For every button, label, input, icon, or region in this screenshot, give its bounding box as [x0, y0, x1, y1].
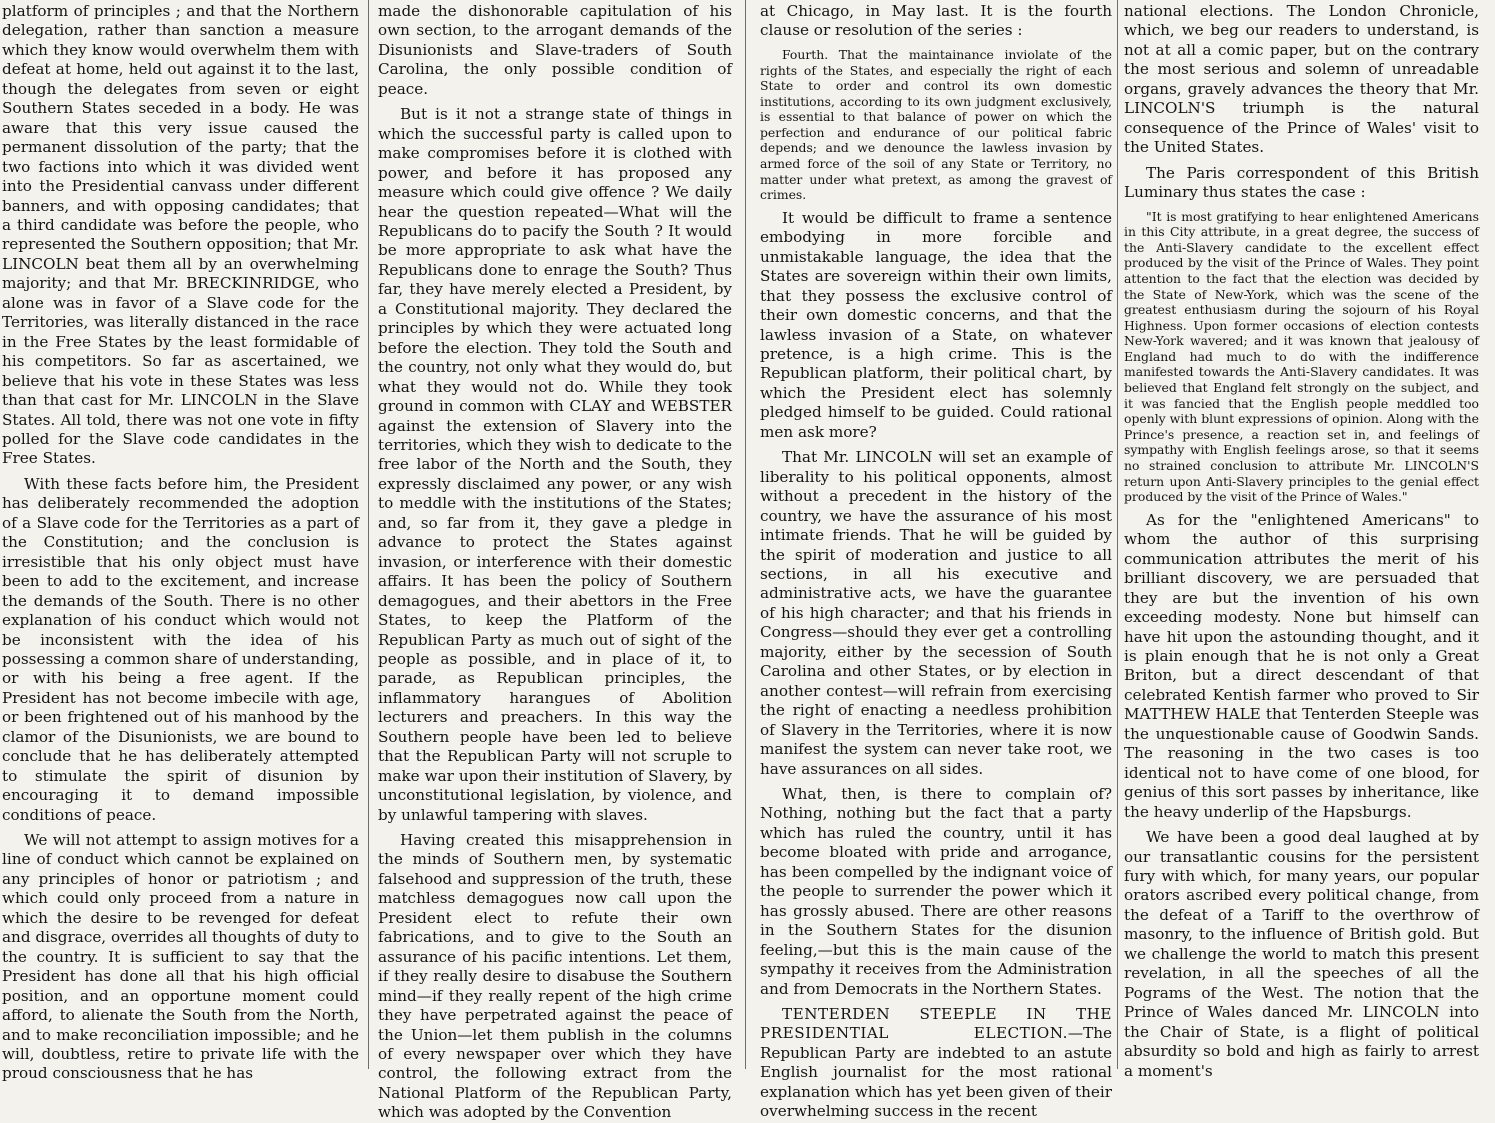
paragraph: But is it not a strange state of things in which the successful party is called upon to make compromises before it is clothed with power, and before it has proposed any measure which could give offence ? We daily hear the question repeated—What will the Republicans do to pacify the South ? It would be more appropriate to ask what have the Republicans done to enrage the South? Thus far, they have merely elected a President, by a Constitutional majority. They declared the principles by which they were actuated long before the election. They told the South and the country, not only what they would do, but what they would not do. While they took ground in common with CLAY and WEBSTER against the extension of Slavery into the territories, which they wish to dedicate to the free labor of the North and the South, they expressly disclaimed any power, or any wish to meddle with the institutions of the States; and, so far from it, they gave a pledge in advance to protect the States against invasion, or interference with their domestic affairs. It has been the policy of Southern demagogues, and their abettors in the Free States, to keep the Platform of the Republican Party as much out of sight of the people as possible, and in place of it, to parade, as Republican principles, the inflammatory harangues of Abolition lecturers and preachers. In this way the Southern people have been led to believe that the Republican Party will not scruple to make war upon their institution of Slavery, by unconstitutional legislation, by violence, and by unlawful tampering with slaves.	[378, 105, 732, 824]
paragraph: That Mr. LINCOLN will set an example of liberality to his political opponents, almost without a precedent in the history of the country, we have the assurance of his most intimate friends. That he will be guided by the spirit of moderation and justice to all sections, in all his executive and administrative acts, we have the guarantee of his high character; and that his friends in Congress—should they ever get a controlling majority, either by the secession of South Carolina and other States, or by election in another contest—will refrain from exercising the right of enacting a needless prohibition of Slavery in the Territories, where it is now manifest the system can never take root, we have assurances on all sides.	[760, 448, 1112, 778]
platform-quote: Fourth. That the maintainance inviolate of the rights of the States, and especially the right of each State to order and control its own domestic institutions, according to its own judgment exclusively, is essential to that balance of power on which the perfection and endurance of our political fabric depends; and we denounce the lawless invasion by armed force of the soil of any State or Territory, no matter under what pretext, as among the gravest of crimes.	[760, 46, 1112, 203]
paragraph: We have been a good deal laughed at by our transatlantic cousins for the persistent fury with which, for many years, our popular orators ascribed every political change, from the defeat of a Tariff to the overthrow of masonry, to the influence of British gold. But we challenge the world to match this present revelation, in all the speeches of all the Pograms of the West. The notion that the Prince of Wales danced Mr. LINCOLN into the Chair of State, is a flight of political absurdity so bold and high as fairly to arrest a moment's	[1124, 828, 1479, 1080]
paragraph: What, then, is there to complain of? Nothing, nothing but the fact that a party which has ruled the country, until it has become bloated with pride and arrogance, has been compelled by the indignant voice of the people to surrender the power which it has grossly abused. There are other reasons in the Southern States for the disunion feeling,—but this is the main cause of the sympathy it receives from the Administration and from Democrats in the Northern States.	[760, 784, 1112, 998]
column-rule	[368, 0, 369, 1069]
column-4	[1124, 2, 1479, 1080]
column-1	[2, 2, 359, 1083]
paragraph: at Chicago, in May last. It is the fourth clause or resolution of the series :	[760, 2, 1112, 40]
paragraph: As for the "enlightened Americans" to whom the author of this surprising communication attributes the merit of his brilliant discovery, we are persuaded that they are but the invention of his own exceeding modesty. None but himself can have hit upon the astounding thought, and it is plain enough that he is not only a Great Briton, but a direct descendant of that celebrated Kentish farmer who proved to Sir MATTHEW HALE that Tenterden Steeple was the unquestionable cause of Goodwin Sands. The reasoning in the two cases is too identical not to have come of one blood, for genius of this sort passes by inheritance, like the heavy underlip of the Hapsburgs.	[1124, 510, 1479, 821]
column-rule	[1117, 0, 1118, 1069]
paragraph: With these facts before him, the President has deliberately recommended the adoption of a Slave code for the Territories as a part of the Constitution; and the conclusion is irresistible that his only object must have been to add to the excitement, and increase the demands of the South. There is no other explanation of his conduct which would not be inconsistent with the idea of his possessing a common share of understanding, or with his being a free agent. If the President has not become imbecile with age, or been frightened out of his manhood by the clamor of the Disunionists, we are bound to conclude that he has deliberately attempted to stimulate the spirit of disunion by encouraging it to demand impossible conditions of peace.	[2, 474, 359, 824]
paragraph: national elections. The London Chronicle, which, we beg our readers to understand, is not at all a comic paper, but on the contrary the most serious and solemn of unreadable organs, gravely advances the theory that Mr. LINCOLN'S triumph is the natural consequence of the Prince of Wales' visit to the United States.	[1124, 2, 1479, 157]
article-heading: TENTERDEN STEEPLE IN THE PRESIDENTIAL ELECTION.	[760, 1004, 1112, 1043]
paragraph: made the dishonorable capitulation of his own section, to the arrogant demands of the Disunionists and Slave-traders of South Carolina, the only possible condition of peace.	[378, 2, 732, 98]
column-2	[378, 2, 732, 1122]
column-rule	[745, 0, 746, 1069]
article-text: —The Republican Party are indebted to an astute English journalist for the most rational explanation which has yet been given of their overwhelming success in the recent	[760, 1024, 1112, 1121]
paragraph: platform of principles ; and that the Northern delegation, rather than sanction a measure which they know would overwhelm them with defeat at home, held out against it to the last, though the delegates from seven or eight Southern States seceded in a body. He was aware that this very issue caused the permanent dissolution of the party; that the two factions into which it was divided went into the Presidential canvass under different banners, and with opposing candidates; that a third candidate was before the people, who represented the Southern opposition; that Mr. LINCOLN beat them all by an overwhelming majority; and that Mr. BRECKINRIDGE, who alone was in favor of a Slave code for the Territories, was literally distanced in the race in the Free States by the least formidable of his competitors. So far as ascertained, we believe that his vote in these States was less than that cast for Mr. LINCOLN in the Slave States. All told, there was not one vote in fifty polled for the Slave code candidates in the Free States.	[2, 2, 359, 468]
correspondent-quote: "It is most gratifying to hear enlightened Americans in this City attribute, in a great degree, the success of the Anti-Slavery candidate to the excellent effect produced by the visit of the Prince of Wales. They point attention to the fact that the election was decided by the State of New-York, which was the scene of the greatest enthusiasm during the sojourn of his Royal Highness. Upon former occasions of election contests New-York wavered; and it was known that jealousy of England had much to do with the indifference manifested towards the Anti-Slavery candidates. It was believed that England felt strongly on the subject, and it was fancied that the English people meddled too openly with blunt expressions of opinion. Along with the Prince's presence, a reaction set in, and feelings of sympathy with English feelings arose, so that it seems no strained conclusion to attribute Mr. LINCOLN'S return upon Anti-Slavery principles to the genial effect produced by the visit of the Prince of Wales."	[1124, 208, 1479, 505]
paragraph: The Paris correspondent of this British Luminary thus states the case :	[1124, 163, 1479, 202]
article-start	[760, 1005, 1112, 1122]
paragraph: It would be difficult to frame a sentence embodying in more forcible and unmistakable language, the idea that the States are sovereign within their own limits, that they possess the exclusive control of their own domestic concerns, and that the lawless invasion of a State, on whatever pretence, is a high crime. This is the Republican platform, their political chart, by which the President elect has solemnly pledged himself to be guided. Could rational men ask more?	[760, 208, 1112, 441]
paragraph: We will not attempt to assign motives for a line of conduct which cannot be explained on any principles of honor or patriotism ; and which could only proceed from a nature in which the desire to be revenged for defeat and disgrace, overrides all thoughts of duty to the country. It is sufficient to say that the President has done all that his high official position, and an opportune moment could afford, to alienate the South from the North, and to make reconciliation impossible; and he will, doubtless, retire to private life with the proud consciousness that he has	[2, 831, 359, 1083]
paragraph: Having created this misapprehension in the minds of Southern men, by systematic falsehood and suppression of the truth, these matchless demagogues now call upon the President elect to refute their own fabrications, and to give to the South an assurance of his pacific intentions. Let them, if they really desire to disabuse the Southern mind—if they really repent of the high crime they have perpetrated against the peace of the Union—let them publish in the columns of every newspaper over which they have control, the following extract from the National Platform of the Republican Party, which was adopted by the Convention	[378, 831, 732, 1122]
column-3	[760, 2, 1112, 1121]
